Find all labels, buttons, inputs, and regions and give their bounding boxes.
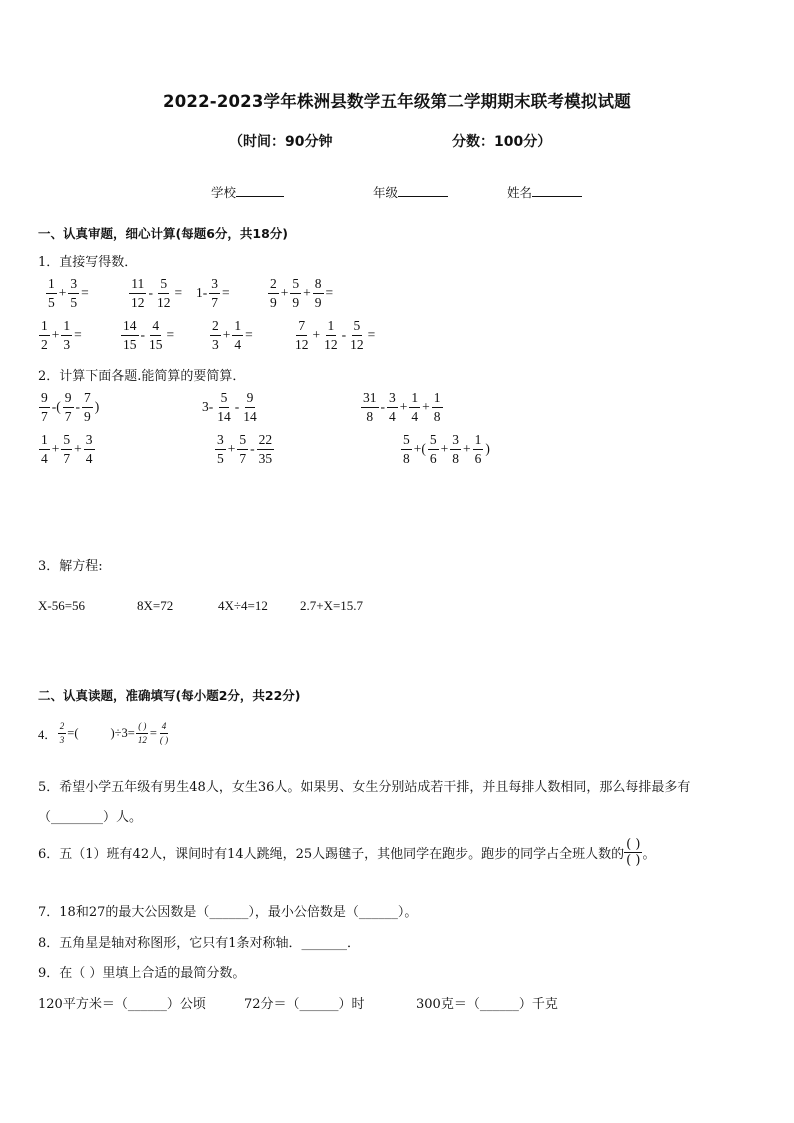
question-7: 7．18和27的最大公因数是（______），最小公倍数是（______）。 [38, 905, 418, 920]
q3-equation-3: 4X÷4=12 [218, 598, 268, 613]
q6-frac-den: ( ) [626, 853, 641, 868]
q3-equation-1: X-56=56 [38, 598, 86, 613]
grade-field [373, 183, 448, 201]
q4-eq2: = [149, 726, 157, 740]
q4-eq1: =( [67, 726, 79, 740]
q9-item-1: 120平方米＝（______）公顷 [38, 997, 206, 1012]
question-4 [38, 722, 171, 745]
q4-frac3-num: 4 [160, 722, 169, 734]
q4-number: 4． [38, 727, 57, 742]
q1-expr-6: $\frac{14}{15}$ - $\frac{4}{15}$ = [123, 318, 175, 352]
question-2: 2．计算下面各题.能简算的要简算． [38, 369, 246, 384]
q6-frac-num: ( ) [626, 837, 641, 852]
q6-answer-fraction [624, 838, 642, 867]
question-5-line1: 5．希望小学五年级有男生48人，女生36人。如果男、女生分别站成若干排，并且每排人数相同，那么每排最多有 [38, 780, 691, 795]
q3-equation-4: 2.7+X=15.7 [300, 598, 364, 613]
q1-expr-3: 1- $\frac{3}{7}$ = [196, 276, 230, 310]
school-label: 学校 [211, 185, 237, 200]
q1-expr-4: $\frac{2}{9}$ + $\frac{5}{9}$ + $\frac{8}{9}$ = [270, 276, 334, 310]
grade-label: 年级 [373, 185, 399, 200]
q1-expr-1: $\frac{1}{5}$ + $\frac{3}{5}$ = [48, 276, 89, 310]
question-6-text: 6．五（1）班有42人，课间时有14人跳绳，25人踢毽子，其他同学在跑步。跑步的同学占全班人数的 [38, 847, 625, 862]
q4-frac1-den: 3 [59, 735, 65, 745]
q6-period: 。 [642, 847, 656, 862]
score-label: 分数：100分） [452, 134, 552, 150]
school-field [211, 183, 284, 201]
q2-expr-1: $\frac{9}{7}$ -( $\frac{9}{7}$ - $\frac{7}{9}$ ) [41, 390, 100, 424]
question-3: 3．解方程: [38, 559, 103, 574]
q1-expr-2: $\frac{11}{12}$ - $\frac{5}{12}$ = [131, 276, 183, 310]
name-field [507, 183, 582, 201]
q2-expr-6: $\frac{5}{8}$ +( $\frac{5}{6}$ + $\frac{3}{8}$ + $\frac{1}{6}$ ) [403, 432, 490, 466]
question-1: 1．直接写得数． [38, 255, 138, 270]
q2-expr-3: $\frac{31}{8}$ - $\frac{3}{4}$ + $\frac{1}{4}$ + $\frac{1}{8}$ [363, 390, 441, 424]
q4-frac3-den: ( ) [159, 735, 169, 745]
question-5-line2: （________）人。 [38, 810, 143, 825]
q4-frac2-den: 12 [137, 735, 147, 745]
q1-expr-8: $\frac{7}{12}$ + $\frac{1}{12}$ - $\frac{5}{12}$ = [295, 318, 376, 352]
name-label: 姓名 [507, 185, 533, 200]
section-2-heading: 二、认真读题，准确填写(每小题2分，共22分) [38, 688, 301, 703]
question-9: 9．在（ ）里填上合适的最简分数。 [38, 966, 246, 981]
q4-mid: )÷3= [110, 726, 135, 740]
q2-expr-2: 3- $\frac{5}{14}$ - $\frac{9}{14}$ [202, 390, 257, 424]
q9-item-2: 72分＝（______）时 [244, 997, 365, 1012]
q9-item-3: 300克＝（______）千克 [416, 997, 558, 1012]
section-1-heading: 一、认真审题，细心计算(每题6分，共18分) [38, 226, 289, 241]
q1-expr-7: $\frac{2}{3}$ + $\frac{1}{4}$ = [212, 318, 253, 352]
time-label: （时间：90分钟 [229, 134, 333, 150]
q2-expr-4: $\frac{1}{4}$ + $\frac{5}{7}$ + $\frac{3}{4}$ [41, 432, 93, 466]
question-6 [38, 838, 655, 867]
q3-equation-2: 8X=72 [137, 598, 174, 613]
q2-expr-5: $\frac{3}{5}$ + $\frac{5}{7}$ - $\frac{22}{35}$ [217, 432, 273, 466]
q1-expr-5: $\frac{1}{2}$ + $\frac{1}{3}$ = [41, 318, 82, 352]
q4-frac1-num: 2 [58, 722, 67, 734]
page-title: 2022-2023学年株洲县数学五年级第二学期期末联考模拟试题 [163, 92, 631, 111]
q4-frac2-num: ( ) [136, 722, 148, 734]
question-8: 8．五角星是轴对称图形，它只有1条对称轴．_______． [38, 936, 361, 951]
